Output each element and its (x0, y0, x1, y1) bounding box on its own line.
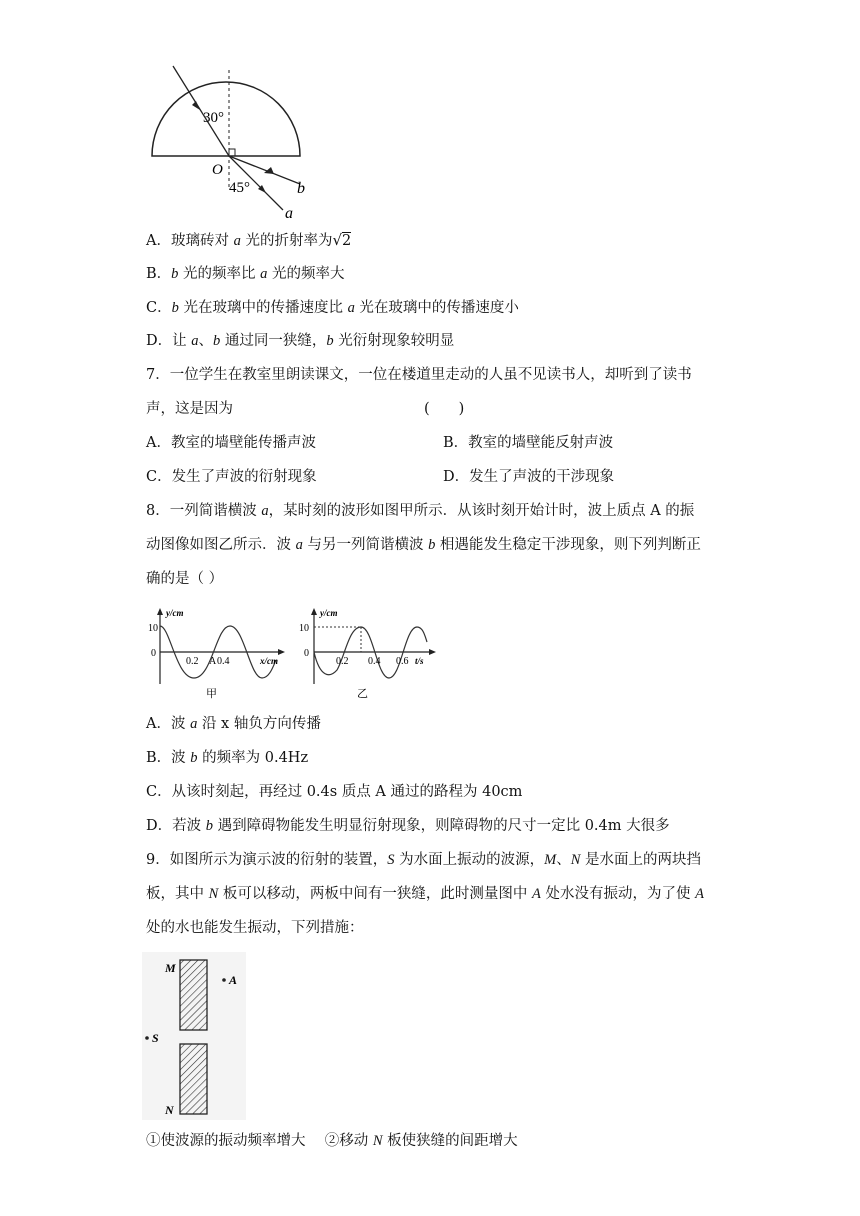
semicircle-glass (152, 82, 300, 156)
point-a-label: A (209, 656, 217, 667)
text: D．若波 (146, 818, 206, 834)
refraction-figure (140, 62, 330, 222)
text: C． (146, 300, 172, 316)
q7-stem-line2: 声，这是因为 (146, 401, 233, 417)
text: 光在玻璃中的传播速度小 (354, 300, 519, 316)
x-tick-0.2: 0.2 (186, 656, 199, 667)
measure-2-text: 板使狭缝的间距增大 (382, 1133, 518, 1149)
label-n: N (165, 1103, 174, 1117)
y-tick-10: 10 (299, 623, 309, 634)
var: b (213, 333, 221, 349)
var: a (347, 300, 355, 316)
text: 9．如图所示为演示波的衍射的装置， (146, 852, 388, 868)
var: N (570, 852, 581, 868)
var: a (190, 716, 198, 732)
var: b (171, 266, 179, 282)
text: D．让 (146, 333, 192, 349)
var: b (205, 818, 213, 834)
text: 光的折射率为 (240, 233, 333, 249)
var: a (233, 233, 241, 249)
y-axis-arrow (157, 608, 163, 615)
text: B．波 (146, 750, 191, 766)
q8-option-d (146, 816, 670, 836)
var: b (326, 333, 334, 349)
text: 遇到障碍物能发生明显衍射现象，则障碍物的尺寸一定比 0.4m 大很多 (212, 818, 670, 834)
wave-graph-yi (293, 604, 438, 700)
y-tick-0: 0 (304, 648, 309, 659)
text: 、 (198, 333, 213, 349)
q7-option-a: A．教室的墙壁能传播声波 (146, 435, 316, 451)
text: 通过同一狭缝， (220, 333, 327, 349)
angle-45-label: 45° (229, 180, 250, 196)
var: a (260, 266, 268, 282)
text: 板，其中 (146, 886, 209, 902)
y-axis-label: y/cm (320, 608, 338, 618)
text: 为水面上振动的波源， (394, 852, 545, 868)
text: 光的频率比 (178, 266, 261, 282)
q8-option-b (146, 748, 308, 768)
var: a (295, 537, 303, 553)
label-a: A (229, 973, 238, 987)
q6-option-b (146, 264, 344, 284)
label-s: S (152, 1031, 159, 1045)
source-s-dot (145, 1036, 149, 1040)
q8-option-a (146, 714, 321, 734)
var: b (428, 537, 436, 553)
q6-option-c (146, 298, 519, 318)
t-tick-0.2: 0.2 (336, 656, 349, 667)
measure-2-text: ②移动 (324, 1133, 373, 1149)
var: a (261, 503, 269, 519)
x-axis-label: x/cm (260, 656, 278, 666)
caption-yi: 乙 (357, 688, 368, 700)
var: a (191, 333, 199, 349)
var: b (190, 750, 198, 766)
t-tick-0.4: 0.4 (368, 656, 381, 667)
q8-stem-line2 (146, 535, 701, 555)
x-axis-arrow (429, 649, 436, 655)
y-tick-0: 0 (151, 648, 156, 659)
sqrt-symbol: √ (332, 231, 343, 249)
q9-measures (146, 1131, 518, 1151)
angle-30-label: 30° (203, 110, 224, 126)
text: 光衍射现象较明显 (333, 333, 455, 349)
barrier-n (180, 1044, 207, 1114)
var: A (695, 886, 704, 902)
q8-option-c: C．从该时刻起，再经过 0.4s 质点 A 通过的路程为 40cm (146, 784, 523, 800)
barrier-m (180, 960, 207, 1030)
measure-1: ①使波源的振动频率增大 (146, 1133, 306, 1149)
text: 8．一列简谐横波 (146, 503, 262, 519)
text: 动图像如图乙所示．波 (146, 537, 296, 553)
q7-option-b: B．教室的墙壁能反射声波 (443, 435, 614, 451)
point-a-dot (222, 978, 226, 982)
right-angle-mark (229, 149, 235, 156)
sqrt-value: 2 (342, 233, 352, 249)
q8-stem-line1 (146, 501, 694, 521)
q6-option-d (146, 331, 454, 351)
point-o-label: O (212, 162, 223, 178)
text: A．波 (146, 716, 191, 732)
text: 光的频率大 (267, 266, 345, 282)
var: A (532, 886, 541, 902)
caption-jia: 甲 (206, 688, 217, 700)
text: 的频率为 0.4Hz (197, 750, 309, 766)
text: B． (146, 266, 172, 282)
q7-option-d: D．发生了声波的干涉现象 (443, 469, 615, 485)
y-axis-arrow (311, 608, 317, 615)
q8-stem-line3: 确的是（ ） (146, 571, 224, 587)
q7-option-c: C．发生了声波的衍射现象 (146, 469, 317, 485)
text: 与另一列简谐横波 (302, 537, 429, 553)
text: A．玻璃砖对 (146, 233, 234, 249)
x-tick-0.4: 0.4 (217, 656, 230, 667)
text: 、 (556, 852, 571, 868)
q9-stem-line1 (146, 850, 701, 870)
var: N (208, 886, 219, 902)
wave-graph-jia (146, 604, 286, 700)
var: S (387, 852, 395, 868)
q6-option-a (146, 230, 351, 251)
q7-stem-line1: 7．一位学生在教室里朗读课文，一位在楼道里走动的人虽不见读书人，却听到了读书 (146, 367, 692, 383)
x-axis-arrow (278, 649, 285, 655)
q7-answer-paren: ( ) (424, 401, 465, 417)
text: 是水面上的两块挡 (580, 852, 701, 868)
text: 处水没有振动，为了使 (540, 886, 696, 902)
q9-stem-line2 (146, 884, 704, 904)
t-axis-label: t/s (415, 656, 424, 666)
q9-stem-line3: 处的水也能发生振动，下列措施： (146, 920, 364, 936)
y-tick-10: 10 (148, 623, 158, 634)
ray-a-label: a (285, 205, 293, 222)
y-axis-label: y/cm (166, 608, 184, 618)
t-tick-0.6: 0.6 (396, 656, 409, 667)
var: M (544, 852, 557, 868)
ray-b-label: b (297, 180, 305, 197)
text: 相遇能发生稳定干涉现象，则下列判断正 (435, 537, 701, 553)
barrier-figure (142, 952, 246, 1120)
label-m: M (165, 961, 176, 975)
var: b (171, 300, 179, 316)
text: 板可以移动，两板中间有一狭缝，此时测量图中 (218, 886, 532, 902)
text: 光在玻璃中的传播速度比 (178, 300, 348, 316)
text: ，某时刻的波形如图甲所示．从该时刻开始计时，波上质点 A 的振 (268, 503, 695, 519)
var: N (372, 1133, 383, 1149)
incident-arrow (192, 101, 200, 110)
text: 沿 x 轴负方向传播 (197, 716, 321, 732)
